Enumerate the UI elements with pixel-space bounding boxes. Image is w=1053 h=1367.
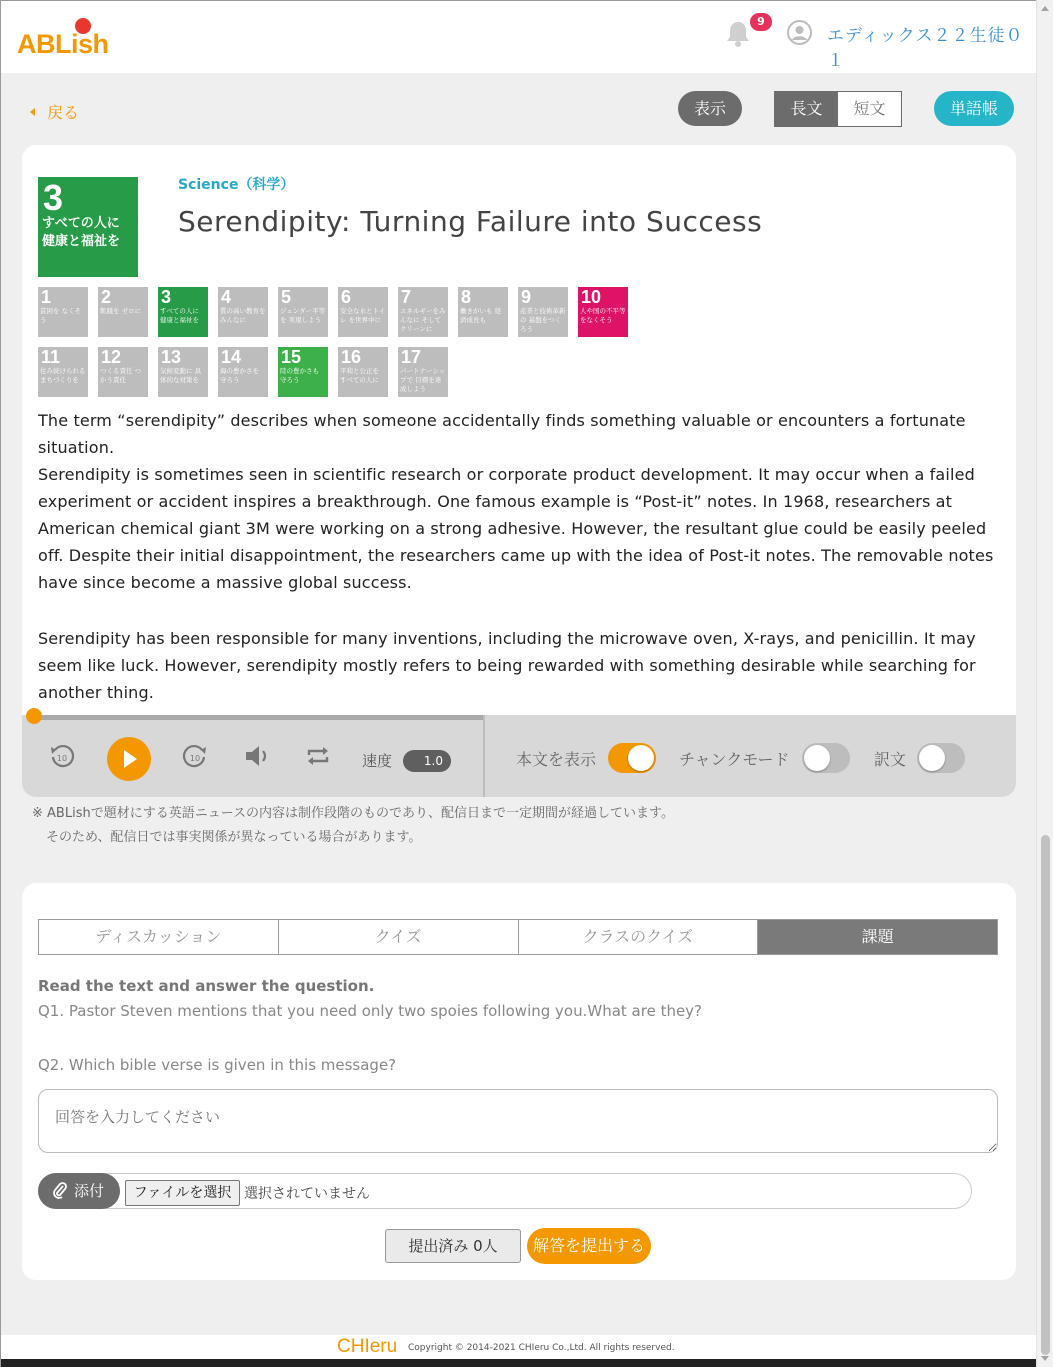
forward-10-icon[interactable] <box>180 741 210 771</box>
speed-label: 速度 <box>362 752 393 770</box>
sdg-tile-1[interactable] <box>38 287 88 337</box>
sdg-tile-6[interactable] <box>338 287 388 337</box>
article-card <box>22 145 1016 797</box>
assignment-tabs <box>38 919 998 955</box>
sdg-tile-label: ジェンダー平等を 実現しよう <box>280 307 326 324</box>
svg-text:10: 10 <box>189 754 201 763</box>
sdg-tile-11[interactable] <box>38 347 88 397</box>
sdg-main-badge <box>38 177 138 277</box>
translation-label: 訳文 <box>874 750 907 769</box>
file-status: 選択されていません <box>244 1186 370 1202</box>
bottom-strip <box>1 1359 1036 1367</box>
sdg-tile-number: 11 <box>41 347 61 367</box>
scroll-up-icon[interactable] <box>1041 6 1049 11</box>
app-header <box>1 1 1036 73</box>
tab-quiz[interactable]: クイズ <box>279 920 519 954</box>
sdg-tile-label: 質の高い教育を みんなに <box>220 307 266 324</box>
question-2: Q2. Which bible verse is given in this message? <box>38 1056 397 1074</box>
translation-toggle[interactable] <box>917 743 965 773</box>
sdg-tile-label: 働きがいも 経済成長も <box>460 307 502 324</box>
audio-progress-bar[interactable] <box>28 715 484 720</box>
long-text-option[interactable]: 長文 <box>775 92 838 126</box>
sdg-tile-number: 17 <box>401 347 422 367</box>
short-text-option[interactable]: 短文 <box>838 92 901 126</box>
back-link[interactable] <box>30 100 79 123</box>
sdg-tile-10[interactable] <box>578 287 628 337</box>
sdg-tile-number: 2 <box>101 287 112 307</box>
back-label: 戻る <box>47 103 80 122</box>
sdg-tile-label: 陸の豊かさも 守ろう <box>280 367 319 384</box>
submit-answer-button[interactable]: 解答を提出する <box>527 1228 651 1264</box>
sdg-tile-label: 貧困を なくそう <box>40 307 82 324</box>
audio-progress-knob[interactable] <box>26 708 42 724</box>
sdg-tile-7[interactable] <box>398 287 448 337</box>
length-toggle <box>774 91 902 127</box>
toggle-knob <box>804 745 830 771</box>
submitted-count-button[interactable]: 提出済み 0人 <box>385 1229 521 1263</box>
sdg-main-label-line2: 健康と福祉を <box>42 234 121 249</box>
attachment-row <box>38 1173 972 1209</box>
tab-assignment[interactable]: 課題 <box>758 920 997 954</box>
sdg-tile-label: パートナーシップで 目標を達成しよう <box>400 367 446 393</box>
sdg-tile-number: 9 <box>521 287 532 307</box>
sdg-tile-number: 1 <box>41 287 52 307</box>
sdg-tile-16[interactable] <box>338 347 388 397</box>
sdg-tile-number: 12 <box>101 347 122 367</box>
question-1: Q1. Pastor Steven mentions that you need only two spoies following you.What are they? <box>38 1002 703 1020</box>
sdg-tile-label: 平和と公正を すべての人に <box>340 367 379 384</box>
sdg-tile-label: 住み続けられる まちづくりを <box>40 367 86 384</box>
chunk-mode-label: チャンクモード <box>679 750 790 769</box>
audio-player <box>22 715 1016 797</box>
sdg-main-label <box>42 215 120 251</box>
sdg-tile-label: つくる責任 つかう責任 <box>100 367 142 384</box>
chunk-mode-toggle[interactable] <box>802 743 850 773</box>
bell-icon[interactable] <box>725 20 751 48</box>
sdg-tile-13[interactable] <box>158 347 208 397</box>
chieru-logo: CHIeru <box>337 1336 398 1357</box>
sdg-tile-label: 人や国の不平等 をなくそう <box>580 307 626 324</box>
sdg-tile-17[interactable] <box>398 347 448 397</box>
show-text-toggle[interactable] <box>608 743 656 773</box>
speed-selector[interactable]: 1.0 <box>403 750 451 772</box>
copyright-text: Copyright © 2014-2021 CHIeru Co.,Ltd. All rights reserved. <box>408 1343 675 1353</box>
attach-button[interactable] <box>38 1173 120 1209</box>
show-text-label: 本文を表示 <box>516 750 597 769</box>
toggle-knob <box>919 745 945 771</box>
sdg-tile-label: 気候変動に 具体的な対策を <box>160 367 202 384</box>
sdg-tile-8[interactable] <box>458 287 508 337</box>
choose-file-button[interactable]: ファイルを選択 <box>125 1180 240 1206</box>
assignment-instruction: Read the text and answer the question. <box>38 977 375 995</box>
sdg-tile-5[interactable] <box>278 287 328 337</box>
sdg-tile-number: 7 <box>401 287 412 307</box>
sdg-tile-number: 3 <box>161 287 172 307</box>
article-title: Serendipity: Turning Failure into Success <box>178 205 763 238</box>
play-button[interactable] <box>107 737 151 781</box>
sdg-tile-label: 安全な水とトイレ を世界中に <box>340 307 386 324</box>
vocabulary-button[interactable]: 単語帳 <box>934 91 1014 126</box>
ablish-logo[interactable]: ABLish <box>17 29 109 59</box>
sdg-tile-15[interactable] <box>278 347 328 397</box>
user-name-link[interactable]: エディックス２２生徒０１ <box>827 26 1024 71</box>
answer-input[interactable] <box>38 1089 998 1153</box>
sdg-tile-12[interactable] <box>98 347 148 397</box>
assignment-card <box>22 883 1016 1280</box>
article-paragraph: Serendipity is sometimes seen in scientific research or corporate product development. It may occur when a failed experiment or accident inspires a breakthrough. One famous example is “Post-it” notes. In 1968, researchers at American chemical giant 3M were working on a strong adhesive. However, the resultant glue could be easily peeled off. Despite their initial disappointment, the researchers came up with the idea of Post-it notes. The removable notes have since become a massive global success. <box>38 465 994 592</box>
scrollbar-thumb[interactable] <box>1041 835 1050 1355</box>
article-paragraph: Serendipity has been responsible for many inventions, including the microwave oven, X-rays, and penicillin. It may seem like luck. However, serendipity mostly refers to being rewarded with something desirable while searching for another thing. <box>38 629 976 702</box>
article-paragraph: The term “serendipity” describes when someone accidentally finds something valuable or encounters a fortunate situation. <box>38 411 966 457</box>
repeat-icon[interactable] <box>303 741 333 771</box>
article-category: Science（科学） <box>178 177 295 193</box>
sdg-tile-number: 6 <box>341 287 352 307</box>
sdg-tile-label: 海の豊かさを 守ろう <box>220 367 259 384</box>
scroll-down-icon[interactable] <box>1041 1356 1049 1361</box>
notice-line-1: ※ ABLishで題材にする英語ニュースの内容は制作段階のものであり、配信日まで一定期間が経過しています。 <box>32 806 675 821</box>
sdg-tile-2[interactable] <box>98 287 148 337</box>
notice-line-2: そのため、配信日では事実関係が異なっている場合があります。 <box>46 830 422 845</box>
tab-class-quiz[interactable]: クラスのクイズ <box>519 920 759 954</box>
sdg-tile-number: 10 <box>581 287 602 307</box>
sdg-tile-3[interactable] <box>158 287 208 337</box>
back-arrow-icon <box>30 108 35 116</box>
attach-label: 添付 <box>74 1182 105 1200</box>
sdg-tile-number: 4 <box>221 287 232 307</box>
sdg-tile-number: 5 <box>281 287 292 307</box>
display-button[interactable]: 表示 <box>678 91 742 126</box>
sdg-tile-label: 飢餓を ゼロに <box>100 307 142 315</box>
player-divider <box>483 715 485 797</box>
user-avatar-icon[interactable] <box>787 20 812 45</box>
sdg-tile-label: 産業と技術革新の 基盤をつくろう <box>520 307 566 333</box>
sdg-tile-9[interactable] <box>518 287 568 337</box>
sdg-main-label-line1: すべての人に <box>42 216 120 231</box>
sdg-tile-number: 14 <box>221 347 242 367</box>
volume-icon[interactable] <box>242 741 272 771</box>
page-footer <box>1 1335 1036 1359</box>
sdg-tile-number: 16 <box>341 347 362 367</box>
rewind-10-icon[interactable] <box>47 741 77 771</box>
sdg-tile-label: エネルギーをみんなに そしてクリーンに <box>400 307 446 333</box>
svg-text:10: 10 <box>56 754 68 763</box>
sdg-main-number: 3 <box>43 177 64 218</box>
sdg-tile-number: 15 <box>281 347 302 367</box>
sdg-tile-number: 13 <box>161 347 182 367</box>
paperclip-icon <box>52 1182 68 1200</box>
tab-discussion[interactable]: ディスカッション <box>39 920 279 954</box>
notification-badge: 9 <box>750 13 772 31</box>
sdg-tile-number: 8 <box>461 287 472 307</box>
sdg-tile-label: すべての人に 健康と福祉を <box>160 307 199 324</box>
sdg-tile-14[interactable] <box>218 347 268 397</box>
page-scrollbar[interactable] <box>1036 0 1053 1367</box>
sdg-tile-4[interactable] <box>218 287 268 337</box>
toggle-knob <box>628 745 654 771</box>
